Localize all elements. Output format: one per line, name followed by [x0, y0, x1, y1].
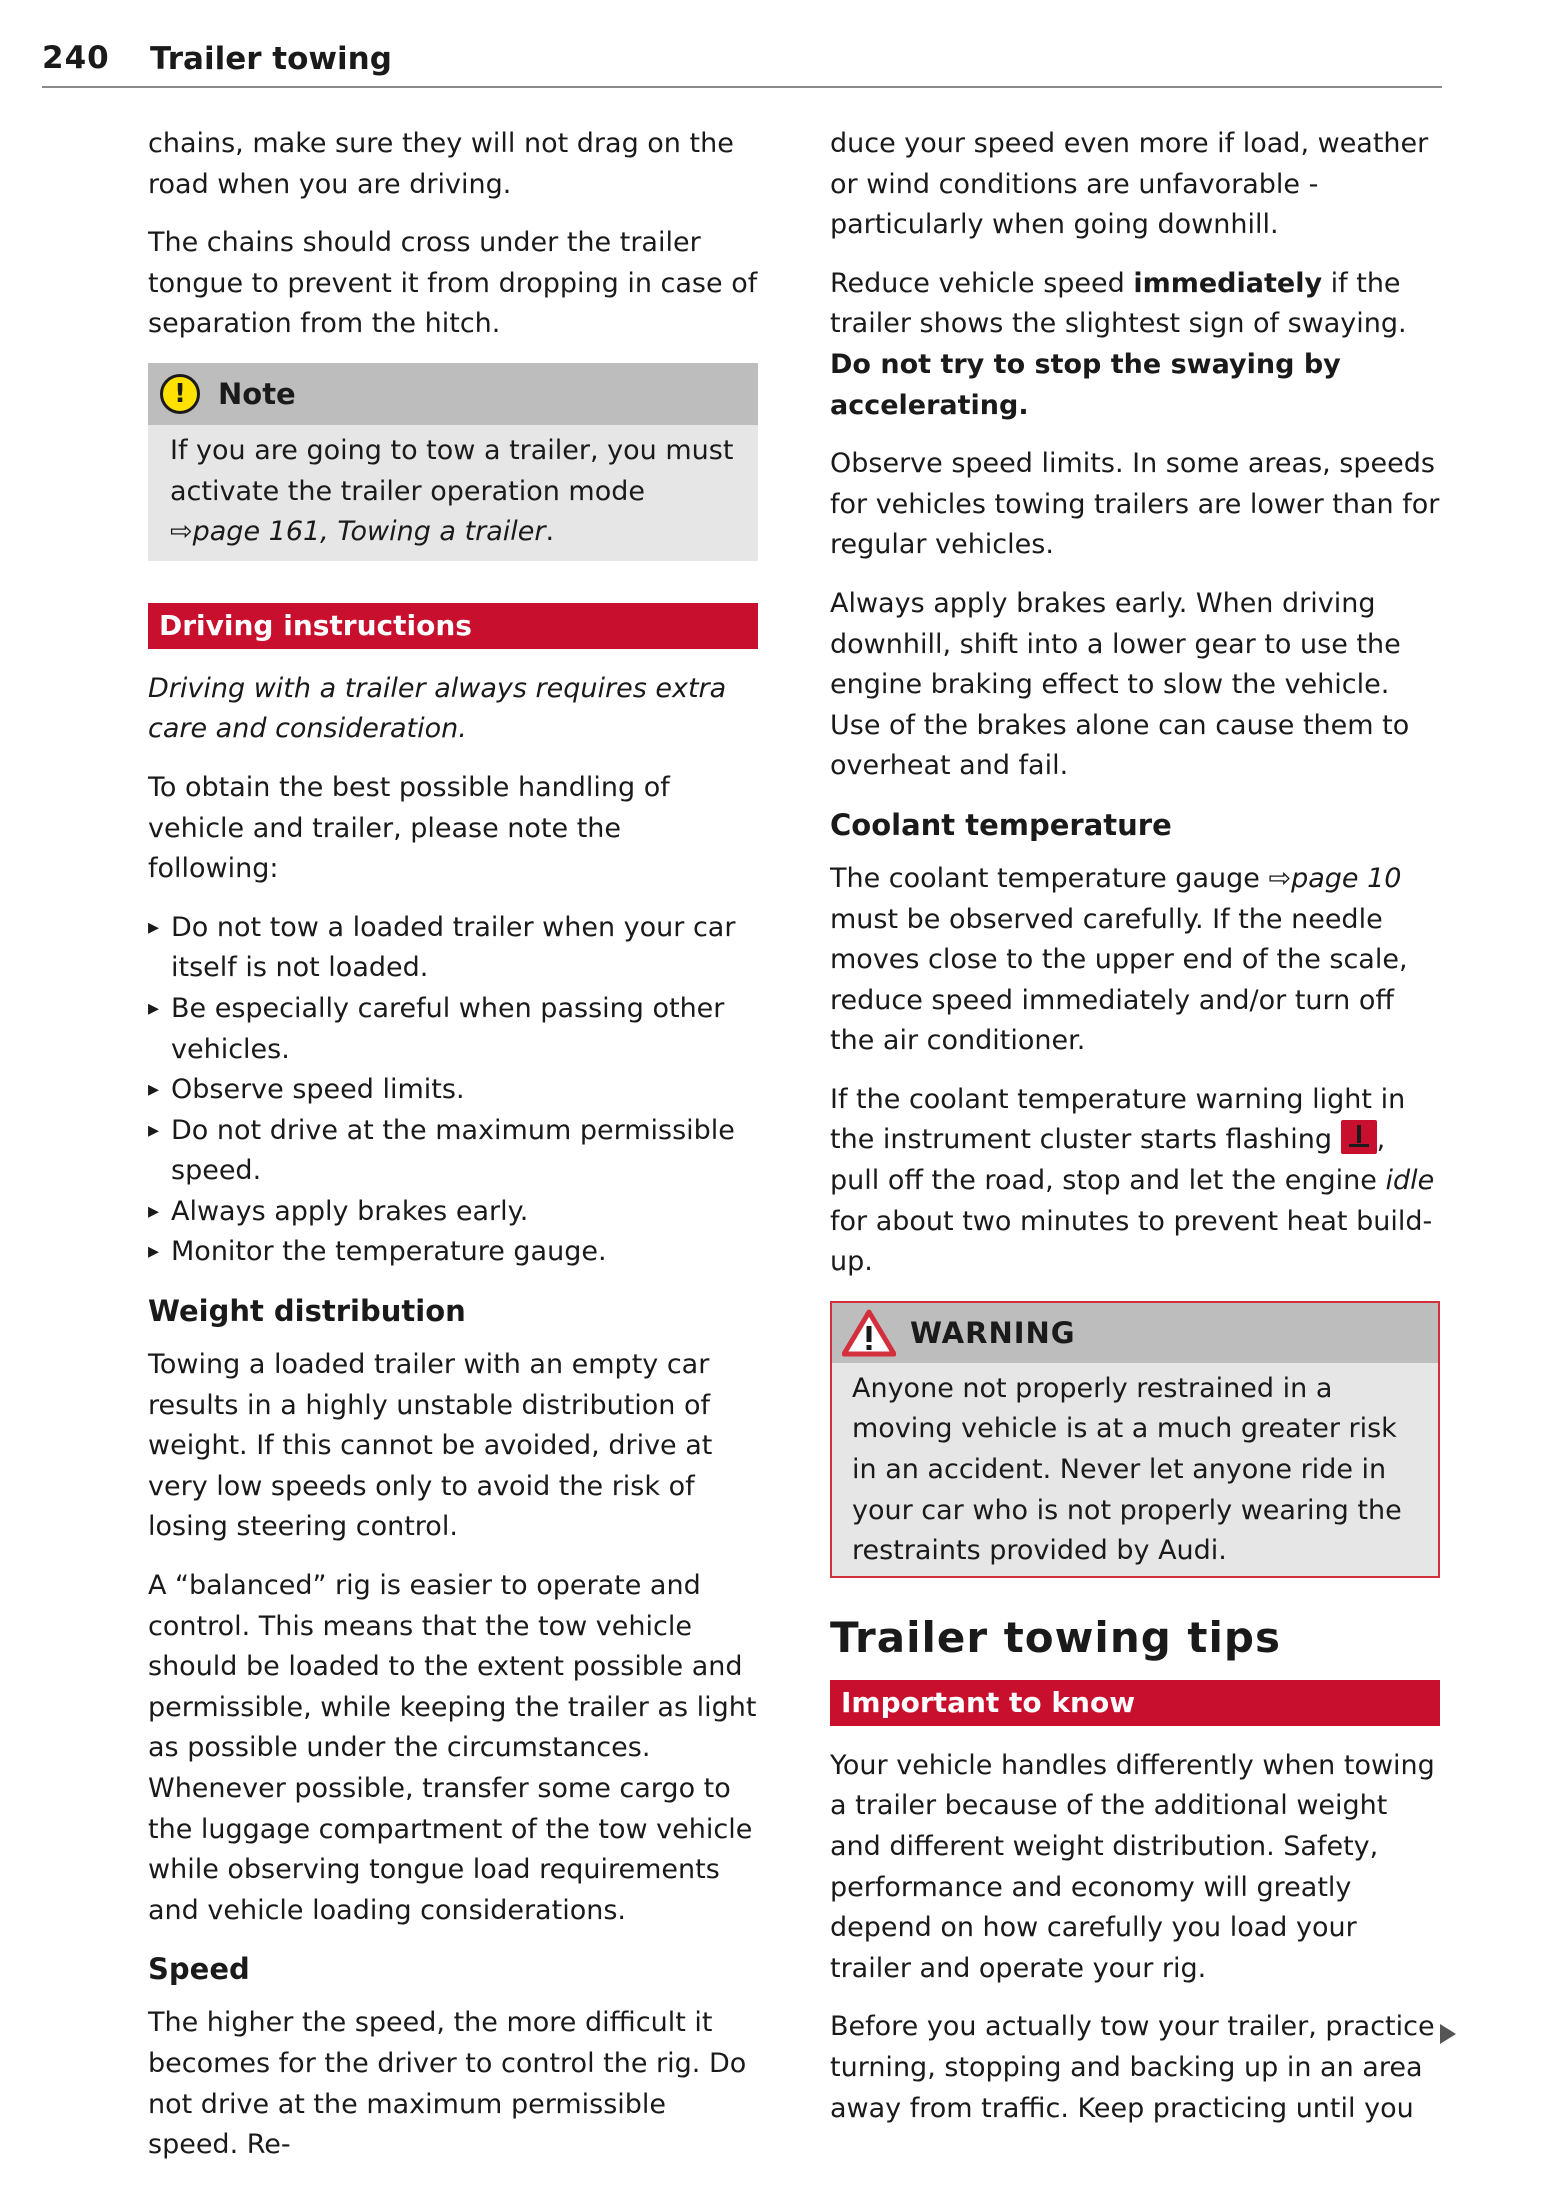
driving-intro: Driving with a trailer always requires extra care and consideration. [148, 672, 727, 745]
note-text: If you are going to tow a trailer, you must activate the trailer operation mode [170, 434, 734, 507]
coolant-page-reference[interactable]: page 10 [1291, 862, 1402, 894]
speed-continued-paragraph: duce your speed even more if load, weather or wind conditions are unfavorable - particularly when going downhill. [830, 128, 1429, 241]
warning-title: WARNING [910, 1315, 1076, 1350]
note-title: Note [218, 376, 296, 411]
chains-paragraph-1: chains, make sure they will not drag on the road when you are driving. [148, 128, 734, 200]
coolant-text-1: The coolant temperature gauge [830, 862, 1269, 894]
chapter-title: Trailer towing [150, 41, 392, 77]
list-item: ▸ Do not drive at the maximum permissible speed. [148, 1111, 758, 1192]
trailer-towing-tips-heading: Trailer towing tips [830, 1612, 1281, 1662]
coolant-warning-text-1: If the coolant temperature warning light in the instrument cluster starts flashing [830, 1083, 1406, 1156]
coolant-text-2: must be observed carefully. If the needle moves close to the upper end of the scale, reduce speed immediately and/or turn off the air conditioner. [830, 903, 1408, 1057]
list-item: ▸ Do not tow a loaded trailer when your car itself is not loaded. [148, 908, 758, 989]
warning-body [832, 1363, 1438, 1576]
note-ref-end: . [545, 516, 555, 548]
note-body [148, 425, 758, 561]
idle-term: idle [1385, 1165, 1435, 1197]
warning-box [830, 1301, 1440, 1578]
driving-paragraph: To obtain the best possible handling of vehicle and trailer, please note the following: [148, 771, 670, 885]
weight-paragraph-1: Towing a loaded trailer with an empty car results in a highly unstable distribution of weight. If this cannot be avoided, drive at very low speeds only to avoid the risk of losing steering control. [148, 1349, 713, 1543]
weight-distribution-heading: Weight distribution [148, 1294, 466, 1329]
speed-limits-paragraph: Observe speed limits. In some areas, speeds for vehicles towing trailers are lower than for regular vehicles. [830, 448, 1440, 561]
coolant-warning-light-icon [1341, 1120, 1377, 1154]
coolant-paragraph-2 [830, 1080, 1440, 1283]
swaying-paragraph [830, 264, 1440, 426]
coolant-temperature-heading: Coolant temperature [830, 807, 1172, 842]
speed-heading: Speed [148, 1952, 250, 1987]
tips-paragraph-1: Your vehicle handles differently when towing a trailer because of the additional weight and different weight distribution. Safety, performance and economy will greatly depend on how carefully you load your trailer and operate your rig. [830, 1749, 1435, 1984]
weight-paragraph-2: A “balanced” rig is easier to operate and control. This means that the tow vehicle should be loaded to the extent possible and permissible, while keeping the trailer as light as possible under the circumstances. Whenever possible, transfer some cargo to the luggage compartment of the tow vehicle while observing tongue load requirements and vehicle loading considerations. [148, 1570, 757, 1926]
left-column [148, 124, 758, 2184]
brakes-paragraph: Always apply brakes early. When driving downhill, shift into a lower gear to use the engine braking effect to slow the vehicle. Use of the brakes alone can cause them to overheat and fail. [830, 587, 1410, 782]
swaying-bold-2: Do not try to stop the swaying by accelerating. [830, 348, 1341, 421]
warning-header [832, 1303, 1438, 1363]
swaying-text-2: if the trailer shows the slightest sign of swaying. [830, 267, 1407, 340]
note-header [148, 363, 758, 425]
list-item: ▸ Observe speed limits. [148, 1070, 758, 1111]
tips-paragraph-2: Before you actually tow your trailer, practice turning, stopping and backing up in an area away from traffic. Keep practicing until you [830, 2011, 1435, 2124]
list-item: ▸ Be especially careful when passing other vehicles. [148, 989, 758, 1070]
important-to-know-bar: Important to know [830, 1680, 1440, 1726]
continue-arrow-icon [1440, 2024, 1456, 2044]
speed-paragraph: The higher the speed, the more difficult it becomes for the driver to control the rig. Do not drive at the maximum permissible speed. Re- [148, 2007, 747, 2161]
driving-instructions-bar: Driving instructions [148, 603, 758, 649]
swaying-bold-1: immediately [1133, 267, 1323, 299]
swaying-text-1: Reduce vehicle speed [830, 267, 1134, 299]
chains-paragraph-2: The chains should cross under the trailer tongue to prevent it from dropping in case of separation from the hitch. [148, 227, 758, 340]
warning-triangle-icon [842, 1309, 896, 1357]
note-page-reference[interactable]: page 161, Towing a trailer [192, 516, 546, 548]
note-exclamation-icon: ! [160, 374, 200, 414]
driving-bullet-list [148, 908, 758, 1273]
coolant-paragraph-1 [830, 859, 1440, 1062]
coolant-ref-arrow-icon: ⇨ [1268, 862, 1292, 894]
coolant-warning-text-2: , pull off the road, stop and let the engine [830, 1124, 1386, 1197]
list-item: ▸ Monitor the temperature gauge. [148, 1232, 758, 1273]
note-ref-arrow-icon: ⇨ [170, 516, 193, 548]
page-header [42, 40, 1442, 88]
page-number: 240 [42, 40, 110, 76]
warning-text: Anyone not properly restrained in a moving vehicle is at a much greater risk in an accident. Never let anyone ride in your car who is not properly wearing the restraints provided by Audi. [852, 1372, 1402, 1567]
coolant-warning-text-3: for about two minutes to prevent heat build-up. [830, 1205, 1433, 1278]
right-column [830, 124, 1440, 2147]
note-box [148, 363, 758, 561]
list-item: ▸ Always apply brakes early. [148, 1192, 758, 1233]
